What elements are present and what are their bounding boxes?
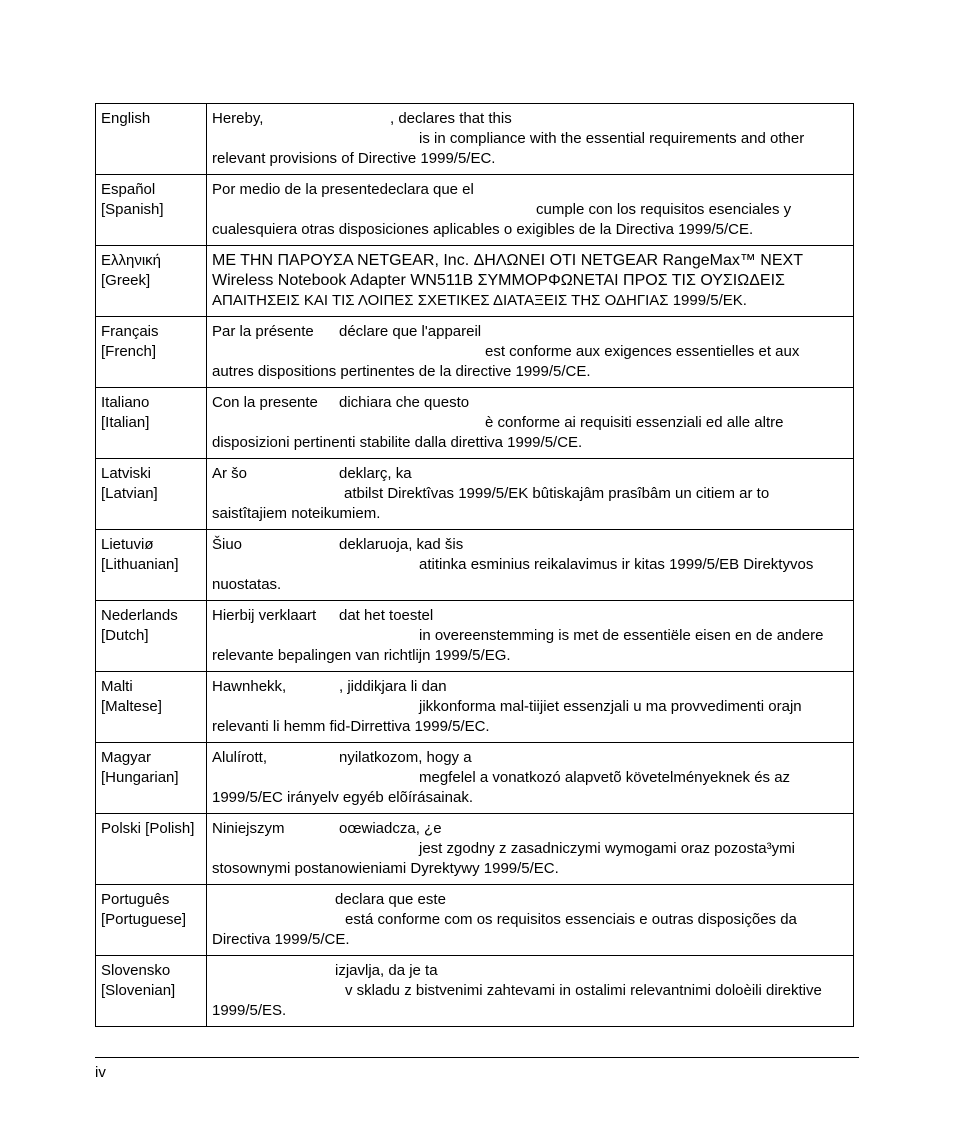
table-row — [96, 743, 854, 814]
declaration-line — [212, 890, 849, 910]
language-english-name: [Latvian] — [101, 485, 158, 502]
declaration-line — [212, 393, 849, 413]
declaration-text: Por medio de la presente — [212, 181, 380, 198]
declaration-line — [212, 200, 849, 220]
declaration-cell — [207, 814, 854, 885]
declaration-line — [212, 677, 849, 697]
language-cell — [96, 317, 207, 388]
language-english-name: [Dutch] — [101, 627, 149, 644]
declaration-cell — [207, 672, 854, 743]
language-english-name: [Maltese] — [101, 698, 162, 715]
declaration-text: megfelel a vonatkozó alapvetõ követelményeknek és az — [419, 769, 791, 786]
declaration-text: Hereby, — [212, 110, 264, 127]
declaration-text: cumple con los requisitos esenciales y — [536, 201, 792, 218]
declaration-line — [212, 180, 849, 200]
language-cell — [96, 885, 207, 956]
table-row — [96, 530, 854, 601]
declaration-line — [212, 788, 849, 808]
declaration-text: autres dispositions pertinentes de la directive 1999/5/CE. — [212, 363, 591, 380]
declaration-text: , jiddikjara li dan — [339, 678, 447, 695]
declaration-table — [95, 103, 854, 1027]
declaration-line — [212, 930, 849, 950]
table-row — [96, 956, 854, 1027]
language-name: English — [101, 110, 151, 127]
language-name: Latviski — [101, 465, 152, 482]
declaration-line — [212, 464, 849, 484]
declaration-text: saistîtajiem noteikumiem. — [212, 505, 381, 522]
declaration-cell — [207, 104, 854, 175]
language-cell — [96, 743, 207, 814]
declaration-line — [212, 981, 849, 1001]
declaration-text: atbilst Direktîvas 1999/5/EK bûtiskajâm prasîbâm un citiem ar to — [344, 485, 770, 502]
declaration-line — [212, 606, 849, 626]
language-cell — [96, 246, 207, 317]
language-cell — [96, 388, 207, 459]
declaration-line — [212, 819, 849, 839]
language-name: Italiano — [101, 394, 150, 411]
declaration-cell — [207, 175, 854, 246]
declaration-line — [212, 322, 849, 342]
declaration-line — [212, 251, 849, 271]
declaration-text: atitinka esminius reikalavimus ir kitas 1999/5/EB Direktyvos — [419, 556, 814, 573]
table-row — [96, 672, 854, 743]
declaration-cell — [207, 388, 854, 459]
declaration-line — [212, 748, 849, 768]
declaration-line — [212, 291, 849, 311]
declaration-text: Alulírott, — [212, 749, 268, 766]
declaration-line — [212, 626, 849, 646]
declaration-cell — [207, 956, 854, 1027]
declaration-text: jest zgodny z zasadniczymi wymogami oraz pozosta³ymi — [419, 840, 795, 857]
language-name: Español — [101, 181, 156, 198]
declaration-text: Con la presente — [212, 394, 318, 411]
declaration-line — [212, 575, 849, 595]
declaration-line — [212, 433, 849, 453]
table-row — [96, 601, 854, 672]
declaration-text: está conforme com os requisitos essenciais e outras disposições da — [345, 911, 797, 928]
declaration-text: cualesquiera otras disposiciones aplicables o exigibles de la Directiva 1999/5/CE. — [212, 221, 754, 238]
declaration-cell — [207, 459, 854, 530]
declaration-cell — [207, 743, 854, 814]
declaration-text: Ar šo — [212, 465, 248, 482]
declaration-text: Wireless Notebook Adapter WN511B ΣΥΜΜΟΡΦΩΝΕΤΑΙ ΠΡΟΣ ΤΙΣ ΟΥΣΙΩΔΕΙΣ — [212, 272, 785, 289]
declaration-line — [212, 220, 849, 240]
declaration-line — [212, 362, 849, 382]
language-english-name: [Italian] — [101, 414, 150, 431]
table-row — [96, 459, 854, 530]
declaration-line — [212, 910, 849, 930]
language-name: Français — [101, 323, 159, 340]
language-cell — [96, 814, 207, 885]
language-english-name: [Spanish] — [101, 201, 164, 218]
declaration-text: jikkonforma mal-tiijiet essenzjali u ma provvedimenti orajn — [419, 698, 802, 715]
declaration-text: v skladu z bistvenimi zahtevami in ostalimi relevantnimi doloèili direktive — [345, 982, 822, 999]
language-cell — [96, 104, 207, 175]
declaration-text: in overeenstemming is met de essentiële eisen en de andere — [419, 627, 824, 644]
declaration-text: Directiva 1999/5/CE. — [212, 931, 350, 948]
declaration-text: dat het toestel — [339, 607, 434, 624]
table-row — [96, 104, 854, 175]
declaration-line — [212, 646, 849, 666]
declaration-line — [212, 129, 849, 149]
declaration-line — [212, 717, 849, 737]
declaration-line — [212, 555, 849, 575]
declaration-line — [212, 1001, 849, 1021]
declaration-text: est conforme aux exigences essentielles et aux — [485, 343, 800, 360]
declaration-line — [212, 342, 849, 362]
declaration-text: ΜΕ ΤΗΝ ΠΑΡΟΥΣΑ NETGEAR, Inc. ΔΗΛΩΝΕΙ ΟΤΙ NETGEAR RangeMax™ NEXT — [212, 252, 803, 269]
declaration-line — [212, 149, 849, 169]
declaration-line — [212, 697, 849, 717]
declaration-text: 1999/5/EC irányelv egyéb elõírásainak. — [212, 789, 473, 806]
declaration-text: declara que este — [335, 891, 446, 908]
declaration-text: Hawnhekk, — [212, 678, 287, 695]
declaration-text: Niniejszym — [212, 820, 285, 837]
table-row — [96, 885, 854, 956]
declaration-text: Šiuo — [212, 536, 243, 553]
declaration-text: stosownymi postanowieniami Dyrektywy 1999/5/EC. — [212, 860, 559, 877]
language-cell — [96, 459, 207, 530]
language-english-name: [Greek] — [101, 272, 151, 289]
declaration-line — [212, 484, 849, 504]
declaration-line — [212, 504, 849, 524]
language-cell — [96, 601, 207, 672]
declaration-cell — [207, 317, 854, 388]
language-cell — [96, 956, 207, 1027]
declaration-text: relevant provisions of Directive 1999/5/EC. — [212, 150, 496, 167]
table-row — [96, 317, 854, 388]
language-english-name: [Lithuanian] — [101, 556, 179, 573]
language-english-name: [French] — [101, 343, 157, 360]
declaration-text: , declares that this — [390, 110, 512, 127]
declaration-text: nyilatkozom, hogy a — [339, 749, 472, 766]
declaration-text: déclare que l'appareil — [339, 323, 482, 340]
table-row — [96, 246, 854, 317]
declaration-line — [212, 413, 849, 433]
declaration-line — [212, 839, 849, 859]
language-name: Português — [101, 891, 170, 908]
declaration-line — [212, 768, 849, 788]
language-name: Ελληνική — [101, 252, 162, 269]
declaration-line — [212, 109, 849, 129]
table-row — [96, 175, 854, 246]
declaration-text: Hierbij verklaart — [212, 607, 317, 624]
language-english-name: [Portuguese] — [101, 911, 187, 928]
language-name: Slovensko — [101, 962, 171, 979]
table-row — [96, 388, 854, 459]
language-name: Polski [Polish] — [101, 820, 195, 837]
page-number: iv — [95, 1064, 106, 1081]
declaration-text: Par la présente — [212, 323, 314, 340]
declaration-text: disposizioni pertinenti stabilite dalla direttiva 1999/5/CE. — [212, 434, 583, 451]
declaration-text: izjavlja, da je ta — [335, 962, 438, 979]
language-name: Malti — [101, 678, 133, 695]
declaration-text: deklaruoja, kad šis — [339, 536, 464, 553]
language-cell — [96, 530, 207, 601]
language-name: Magyar — [101, 749, 152, 766]
language-english-name: [Hungarian] — [101, 769, 179, 786]
declaration-text: is in compliance with the essential requirements and other — [419, 130, 805, 147]
declaration-text: è conforme ai requisiti essenziali ed alle altre — [485, 414, 784, 431]
language-cell — [96, 175, 207, 246]
declaration-cell — [207, 246, 854, 317]
language-cell — [96, 672, 207, 743]
declaration-text: relevanti li hemm fid-Dirrettiva 1999/5/EC. — [212, 718, 490, 735]
declaration-line — [212, 961, 849, 981]
declaration-text: nuostatas. — [212, 576, 282, 593]
declaration-cell — [207, 885, 854, 956]
declaration-text: 1999/5/ES. — [212, 1002, 287, 1019]
declaration-cell — [207, 601, 854, 672]
declaration-text: ΑΠΑΙΤΗΣΕΙΣ ΚΑΙ ΤΙΣ ΛΟΙΠΕΣ ΣΧΕΤΙΚΕΣ ΔΙΑΤΑΞΕΙΣ ΤΗΣ ΟΔΗΓΙΑΣ 1999/5/ΕΚ. — [212, 292, 747, 309]
declaration-text: deklarç, ka — [339, 465, 412, 482]
footer-rule — [95, 1057, 859, 1058]
declaration-text: declara que el — [379, 181, 474, 198]
declaration-cell — [207, 530, 854, 601]
declaration-text: dichiara che questo — [339, 394, 470, 411]
declaration-text: relevante bepalingen van richtlijn 1999/5/EG. — [212, 647, 511, 664]
declaration-text: oœwiadcza, ¿e — [339, 820, 442, 837]
language-name: Nederlands — [101, 607, 178, 624]
declaration-line — [212, 535, 849, 555]
declaration-line — [212, 271, 849, 291]
declaration-line — [212, 859, 849, 879]
language-name: Lietuviø — [101, 536, 154, 553]
table-row — [96, 814, 854, 885]
language-english-name: [Slovenian] — [101, 982, 176, 999]
